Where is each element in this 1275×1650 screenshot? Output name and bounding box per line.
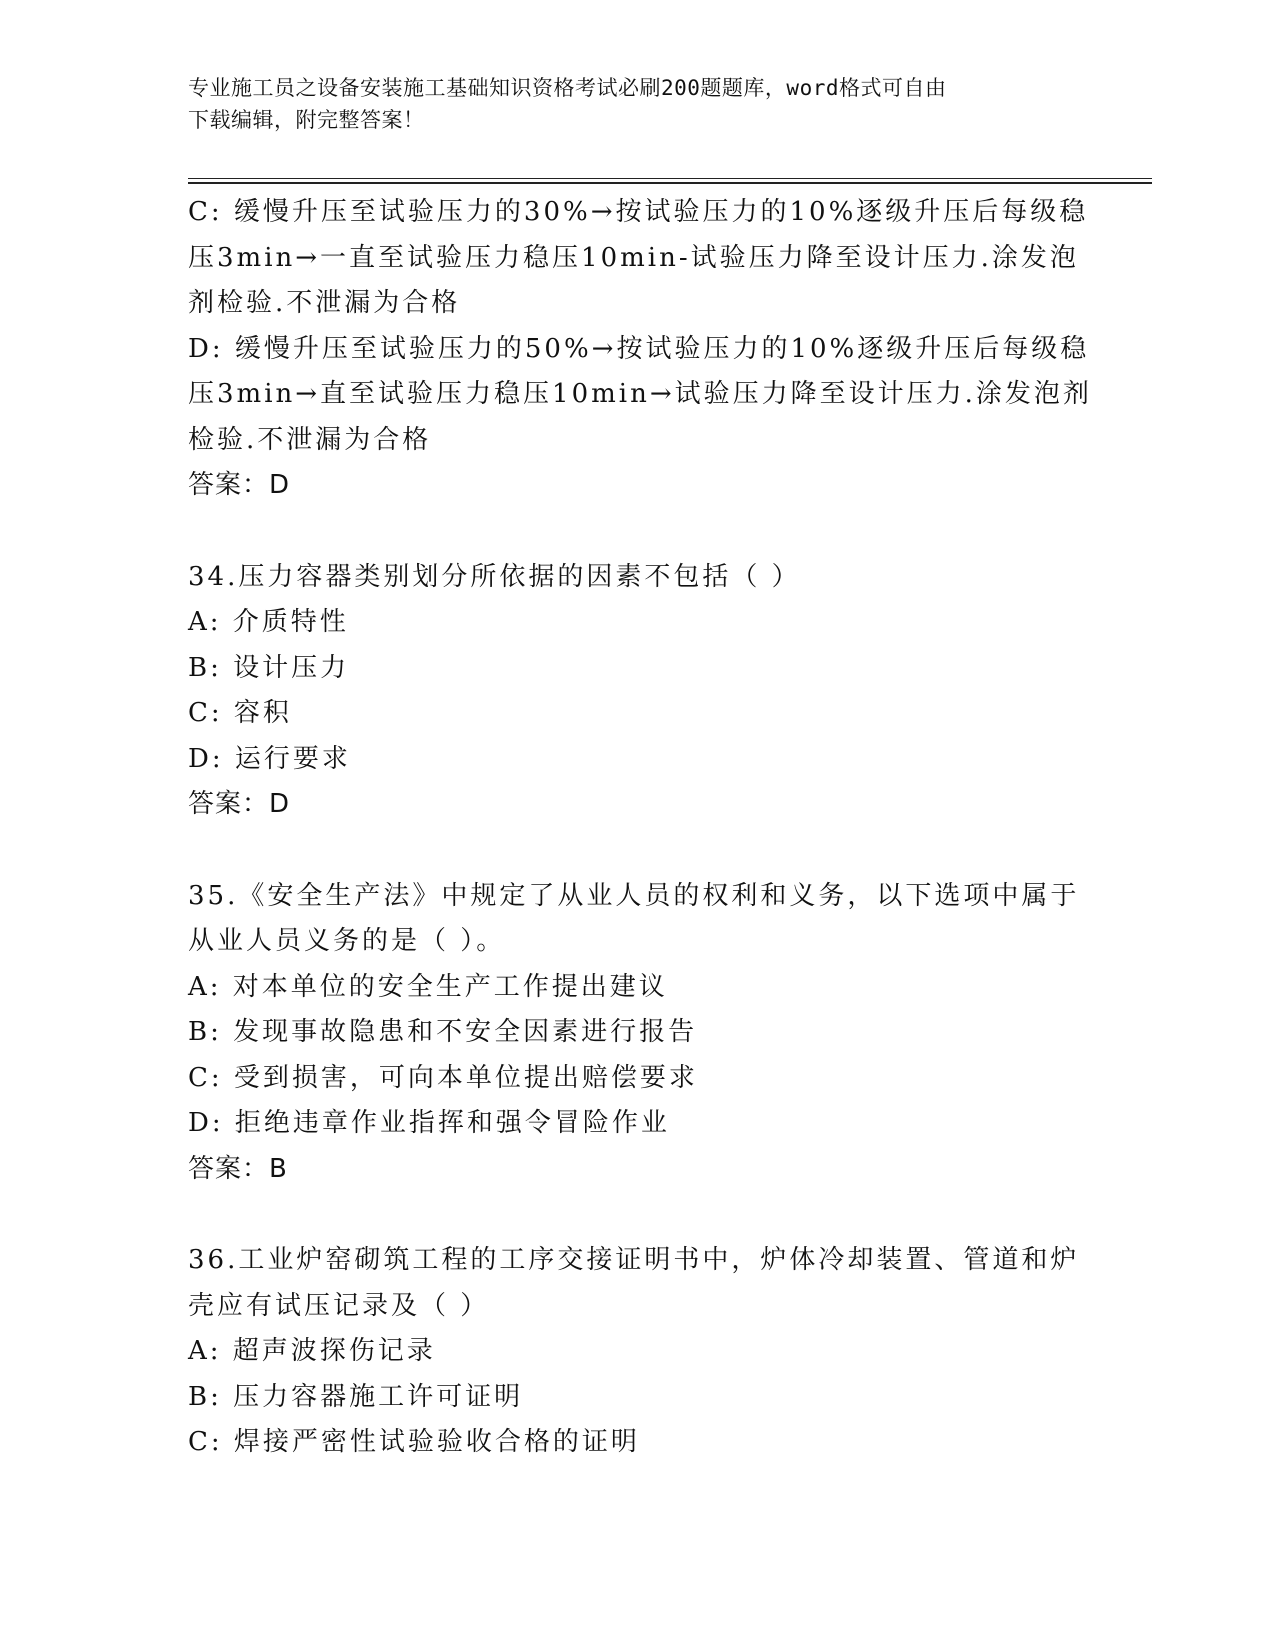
question-34-option-b: B: 设计压力 — [188, 652, 350, 683]
question-33-continued — [188, 190, 1092, 509]
header-divider-thin — [188, 178, 1152, 179]
question-34-option-a: A: 介质特性 — [188, 607, 349, 637]
question-35-option-a: A: 对本单位的安全生产工作提出建议 — [188, 971, 668, 1002]
question-35-option-b: B: 发现事故隐患和不安全因素进行报告 — [188, 1017, 698, 1047]
question-35-option-c: C: 受到损害，可向本单位提出赔偿要求 — [188, 1062, 698, 1093]
question-35-text-line-1: 35.《安全生产法》中规定了从业人员的权利和义务，以下选项中属于 — [188, 880, 1080, 911]
header-line-1: 专业施工员之设备安装施工基础知识资格考试必刷200题题库，word格式可自由 — [188, 76, 947, 100]
option-d-line-1: D: 缓慢升压至试验压力的50%→按试验压力的10%逐级升压后每级稳 — [188, 333, 1090, 364]
option-d-line-2: 压3min→直至试验压力稳压10min→试验压力降至设计压力.涂发泡剂 — [188, 379, 1092, 409]
header-line-2: 下载编辑，附完整答案！ — [188, 108, 425, 132]
question-36-option-a: A: 超声波探伤记录 — [188, 1336, 436, 1366]
question-36 — [188, 1238, 1088, 1466]
question-35-option-d: D: 拒绝违章作业指挥和强令冒险作业 — [188, 1108, 670, 1138]
answer-34: 答案：D — [188, 789, 291, 819]
question-35 — [188, 874, 1088, 1193]
answer-35: 答案：B — [188, 1153, 288, 1184]
question-36-option-b: B: 压力容器施工许可证明 — [188, 1381, 524, 1412]
question-36-option-c: C: 焊接严密性试验验收合格的证明 — [188, 1427, 640, 1457]
question-35-text-line-2: 从业人员义务的是（ ）。 — [188, 926, 506, 956]
question-34 — [188, 555, 1088, 828]
question-34-option-d: D: 运行要求 — [188, 743, 351, 774]
option-d-line-3: 检验.不泄漏为合格 — [188, 424, 432, 455]
header-divider-thick — [188, 182, 1152, 184]
question-content — [188, 190, 1092, 1466]
question-36-text-line-2: 壳应有试压记录及（ ） — [188, 1290, 490, 1321]
option-c-line-1: C: 缓慢升压至试验压力的30%→按试验压力的10%逐级升压后每级稳 — [188, 197, 1089, 227]
document-header — [188, 72, 1068, 136]
option-c-line-3: 剂检验.不泄漏为合格 — [188, 288, 461, 318]
answer-33: 答案：D — [188, 470, 291, 500]
question-36-text-line-1: 36.工业炉窑砌筑工程的工序交接证明书中，炉体冷却装置、管道和炉 — [188, 1245, 1080, 1275]
question-34-option-c: C: 容积 — [188, 698, 292, 728]
option-c-line-2: 压3min→一直至试验压力稳压10min-试验压力降至设计压力.涂发泡 — [188, 242, 1079, 273]
question-34-text: 34.压力容器类别划分所依据的因素不包括（ ） — [188, 561, 801, 592]
